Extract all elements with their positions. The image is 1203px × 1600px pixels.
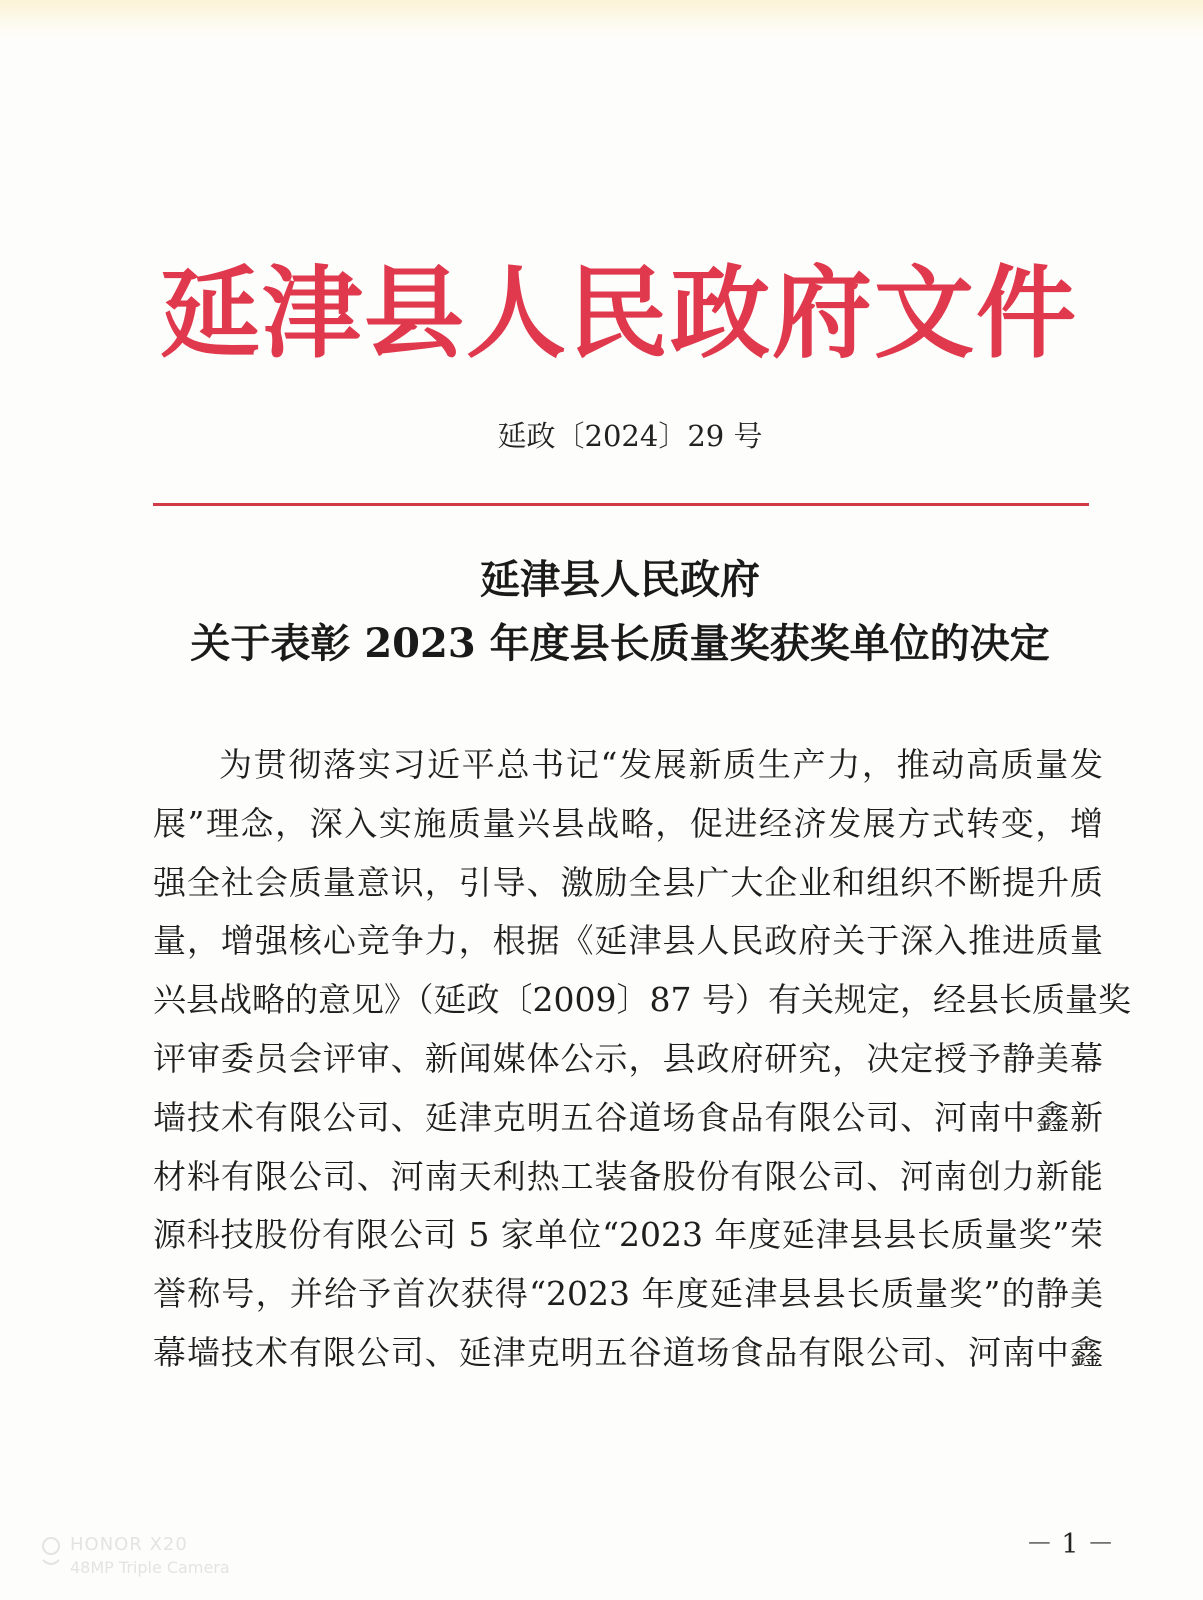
- page-top-tint: [0, 0, 1203, 40]
- page-number: － 1 －: [1025, 1529, 1115, 1560]
- document-body: [153, 736, 1131, 1383]
- body-line: 誉称号，并给予首次获得“2023 年度延津县县长质量奖”的静美: [153, 1274, 1103, 1314]
- body-line: 展”理念，深入实施质量兴县战略，促进经济发展方式转变，增: [153, 803, 1103, 843]
- body-line: 为贯彻落实习近平总书记“发展新质生产力，推动高质量发: [219, 745, 1103, 784]
- camera-watermark: [40, 1528, 300, 1588]
- camera-brand-icon: [40, 1536, 62, 1570]
- document-title: [120, 548, 1120, 676]
- red-divider-line: [153, 503, 1089, 506]
- document-masthead: 延津县人民政府文件: [160, 254, 1078, 372]
- body-line: 墙技术有限公司、延津克明五谷道场食品有限公司、河南中鑫新: [153, 1097, 1103, 1137]
- document-number: 延政〔2024〕29 号: [497, 419, 763, 453]
- body-line: 强全社会质量意识，引导、激励全县广大企业和组织不断提升质: [153, 862, 1103, 902]
- body-line: 评审委员会评审、新闻媒体公示，县政府研究，决定授予静美幕: [153, 1038, 1103, 1078]
- body-line: 源科技股份有限公司 5 家单位“2023 年度延津县县长质量奖”荣: [153, 1215, 1103, 1255]
- title-line-1: 延津县人民政府: [480, 556, 760, 603]
- body-line: 兴县战略的意见》（延政〔2009〕87 号）有关规定，经县长质量奖: [153, 980, 1131, 1020]
- body-line: 量，增强核心竞争力，根据《延津县人民政府关于深入推进质量: [153, 921, 1103, 961]
- watermark-model: HONOR X20: [70, 1534, 188, 1555]
- title-line-2: 关于表彰 2023 年度县长质量奖获奖单位的决定: [190, 620, 1050, 667]
- watermark-camera: 48MP Triple Camera: [70, 1558, 230, 1577]
- body-line: 材料有限公司、河南天利热工装备股份有限公司、河南创力新能: [153, 1156, 1103, 1196]
- body-line: 幕墙技术有限公司、延津克明五谷道场食品有限公司、河南中鑫: [153, 1332, 1103, 1372]
